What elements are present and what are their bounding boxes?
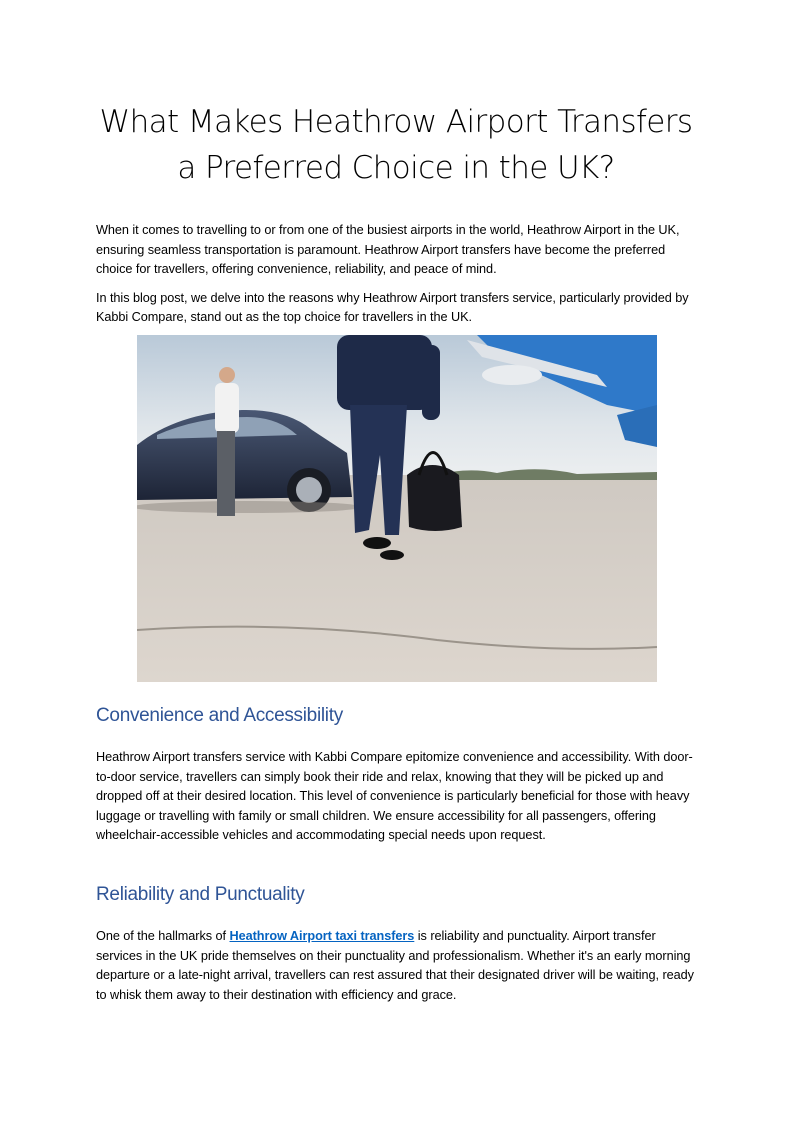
car-rim bbox=[296, 477, 322, 503]
heathrow-taxi-transfers-link[interactable]: Heathrow Airport taxi transfers bbox=[229, 929, 415, 943]
chauffeur-shirt bbox=[215, 383, 239, 433]
section-heading-reliability: Reliability and Punctuality bbox=[96, 884, 305, 905]
page-title: What Makes Heathrow Airport Transfers a Preferred Choice in the UK? bbox=[99, 104, 693, 186]
traveller-jacket bbox=[337, 335, 432, 410]
reliability-text-before-link: One of the hallmarks of bbox=[96, 929, 230, 943]
hero-photo-airport-transfer bbox=[137, 335, 657, 682]
reliability-text-after-link: is reliability and punctuality. Airport transfer services in the UK pride themselves on their punctuality and professionalism. Whether it's an early morning departure or a late-night arrival, travellers can rest assured that their designated driver will be waiting, ready to whisk them away to their destination with efficiency and grace. bbox=[96, 929, 694, 1002]
traveller-shoe bbox=[380, 550, 404, 560]
intro-paragraph-2: In this blog post, we delve into the reasons why Heathrow Airport transfers service, particularly provided by Kabbi Compare, stand out as the top choice for travellers in the UK. bbox=[96, 290, 689, 324]
chauffeur-legs bbox=[217, 431, 235, 516]
section-body-reliability bbox=[96, 927, 696, 1005]
car-shadow bbox=[137, 501, 362, 513]
travel-bag bbox=[407, 465, 462, 531]
airport-scene-illustration bbox=[137, 335, 657, 682]
airplane-engine bbox=[482, 365, 542, 385]
section-heading-convenience: Convenience and Accessibility bbox=[96, 705, 343, 726]
intro-paragraph-1: When it comes to travelling to or from one of the busiest airports in the world, Heathrow Airport in the UK, ensuring seamless transportation is paramount. Heathrow Airport transfers have become the preferred choice for travellers, offering convenience, reliability, and peace of mind. bbox=[96, 223, 680, 276]
chauffeur-head bbox=[219, 367, 235, 383]
traveller-arm bbox=[422, 345, 440, 420]
traveller-shoe bbox=[363, 537, 391, 549]
document-body bbox=[96, 0, 696, 328]
section-body-convenience: Heathrow Airport transfers service with Kabbi Compare epitomize convenience and accessibility. With door-to-door service, travellers can simply book their ride and relax, knowing that they will be picked up and dropped off at their desired location. This level of convenience is particularly beneficial for those with heavy luggage or travelling with family or small children. We ensure accessibility for all passengers, offering wheelchair-accessible vehicles and accommodating special needs upon request. bbox=[96, 750, 693, 842]
